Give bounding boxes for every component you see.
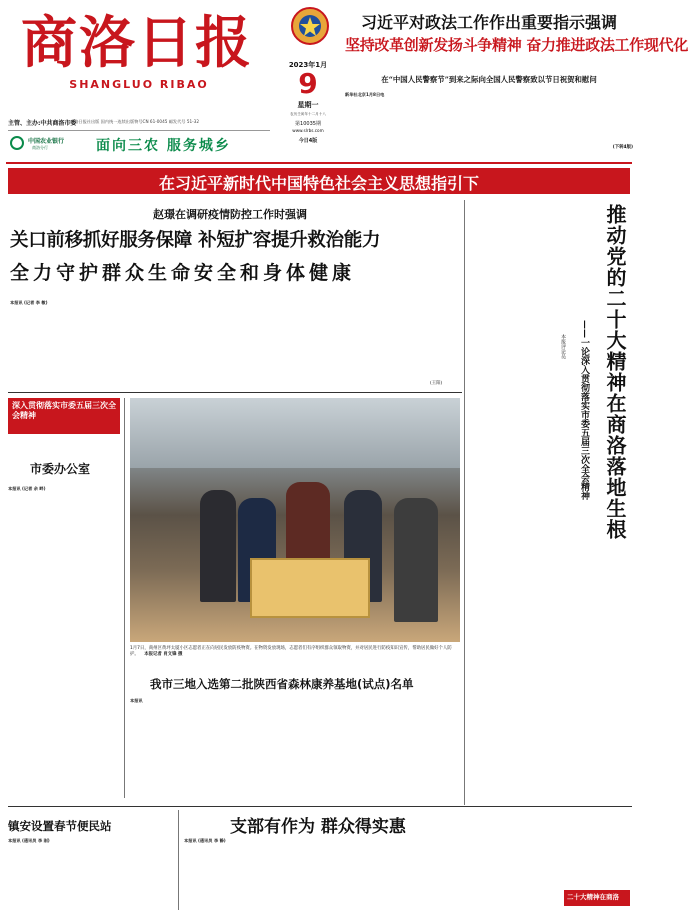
date-lunar: 农历壬寅年十二月十八 [290, 112, 326, 116]
commentary-column-3 [470, 550, 630, 802]
plenary-body [8, 486, 120, 798]
photo-building [130, 398, 460, 468]
section-banner [8, 168, 630, 194]
banner-text: 在习近平新时代中国特色社会主义思想指引下 [158, 174, 479, 193]
plenary-divider [124, 398, 125, 798]
bottom-left-headline: 镇安设置春节便民站 [8, 819, 112, 833]
commentary-column-1 [470, 200, 598, 322]
lead-column-4 [346, 300, 458, 386]
commentary-subtitle [570, 320, 596, 500]
date-web: www.slrbs.com [292, 128, 324, 133]
bottom-center-column-2 [298, 838, 406, 910]
masthead-codes: 商洛日报社出版 国内统一连续出版物号CN 61-0045 邮发代号 51-32 [70, 119, 199, 124]
news-photo [130, 398, 460, 642]
commentary-divider [464, 200, 465, 805]
bottom-left-body [8, 838, 174, 910]
top-story-headline: 坚持改革创新发扬斗争精神 奋力推进政法工作现代化 [345, 36, 688, 54]
photo-credit: 本报记者 肖文锋 摄 [144, 652, 183, 657]
forest-column-3 [354, 698, 460, 796]
date-day: 9 [298, 67, 318, 100]
bottom-right-column [526, 838, 630, 890]
top-story-body [345, 92, 633, 150]
bottom-divider [178, 810, 179, 910]
date-weekday: 星期一 [297, 101, 319, 109]
commentary-title-text: 推动党的二十大精神在商洛落地生根 [603, 204, 627, 540]
bank-logo-icon [10, 136, 24, 150]
date-year-month: 2023年1月 [288, 61, 328, 69]
date-pages: 今日4版 [298, 138, 318, 144]
bottom-center-column-1 [184, 838, 292, 910]
commentary-column-2 [470, 326, 558, 546]
lead-author: (王阳) [430, 381, 443, 386]
bottom-center-byline: 本报讯 (通讯员 李 静) [184, 838, 226, 843]
lead-column-2 [122, 300, 228, 386]
top-story-continued: (下转4版) [612, 145, 633, 150]
lead-headline-1: 关口前移抓好服务保障 补短扩容提升救治能力 [10, 230, 381, 251]
bottom-rule [8, 806, 632, 807]
top-story [345, 8, 688, 156]
forest-byline: 本报讯 [130, 698, 143, 703]
lead-kicker: 赵璟在调研疫情防控工作时强调 [153, 208, 307, 221]
commentary-subtitle-text: ——一论深入贯彻落实市委五届三次全会精神 [579, 320, 589, 500]
date-box [276, 52, 340, 152]
plenary-byline: 本报讯 (记者 余 畔) [8, 486, 46, 491]
bank-slogan: 面向三农 服务城乡 [96, 138, 231, 154]
plenary-tag-text: 深入贯彻落实市委五届三次全会精神 [12, 401, 116, 420]
masthead-rule [6, 162, 632, 164]
bank-sub: 商洛分行 [32, 145, 48, 150]
masthead [8, 8, 270, 156]
photo-caption [130, 646, 460, 666]
photo-boxes [250, 558, 370, 618]
forest-column-2 [242, 698, 348, 796]
commentary-tail-tag [564, 890, 630, 906]
top-story-subhead: 在“中国人民警察节”到来之际向全国人民警察致以节日祝贺和慰问 [381, 75, 597, 84]
plenary-tag [8, 398, 120, 434]
commentary-source [560, 334, 570, 384]
photo-person [200, 490, 236, 602]
photo-person [394, 498, 438, 622]
lead-headline-2: 全力守护群众生命安全和身体健康 [10, 262, 356, 284]
bank-name: 中国农业银行 [28, 138, 65, 145]
plenary-unit: 市委办公室 [30, 462, 91, 476]
commentary-source-text: 本报评论员 [560, 334, 566, 359]
commentary-tail-text: 二十大精神在商洛 [567, 893, 619, 901]
date-issue: 第10035期 [295, 121, 321, 127]
masthead-sponsor: 主管、主办:中共商洛市委 [8, 120, 77, 127]
masthead-logo [14, 8, 260, 76]
bottom-left-byline: 本报讯 (通讯员 李 刚) [8, 838, 50, 843]
bottom-center-column-3 [412, 838, 520, 910]
police-emblem [290, 6, 330, 46]
plenary-rule [8, 392, 462, 393]
top-story-kicker: 习近平对政法工作作出重要指示强调 [360, 13, 617, 32]
masthead-ad-divider [8, 130, 270, 131]
logo-text: 商洛日报 [21, 11, 253, 76]
bottom-center-headline: 支部有作为 群众得实惠 [230, 817, 406, 837]
lead-byline: 本报讯 (记者 李 敏) [10, 300, 48, 305]
forest-headline: 我市三地入选第二批陕西省森林康养基地(试点)名单 [150, 677, 414, 691]
commentary-title [598, 200, 632, 540]
lead-column-3 [234, 300, 340, 386]
forest-column-1 [130, 698, 236, 796]
lead-column-1 [10, 300, 116, 386]
masthead-pinyin: SHANGLUO RIBAO [69, 78, 209, 91]
top-story-dateline: 新华社北京1月8日电 [345, 92, 385, 97]
photo-caption-text: 1月7日，商州区黄坪太厦小区志愿者正在向居民发放防疫物资。在物资发放现场，志愿者们有序组织群众领取物资，并对居民进行防疫知识宣传，帮助居民做好个人防护。 [130, 646, 452, 657]
